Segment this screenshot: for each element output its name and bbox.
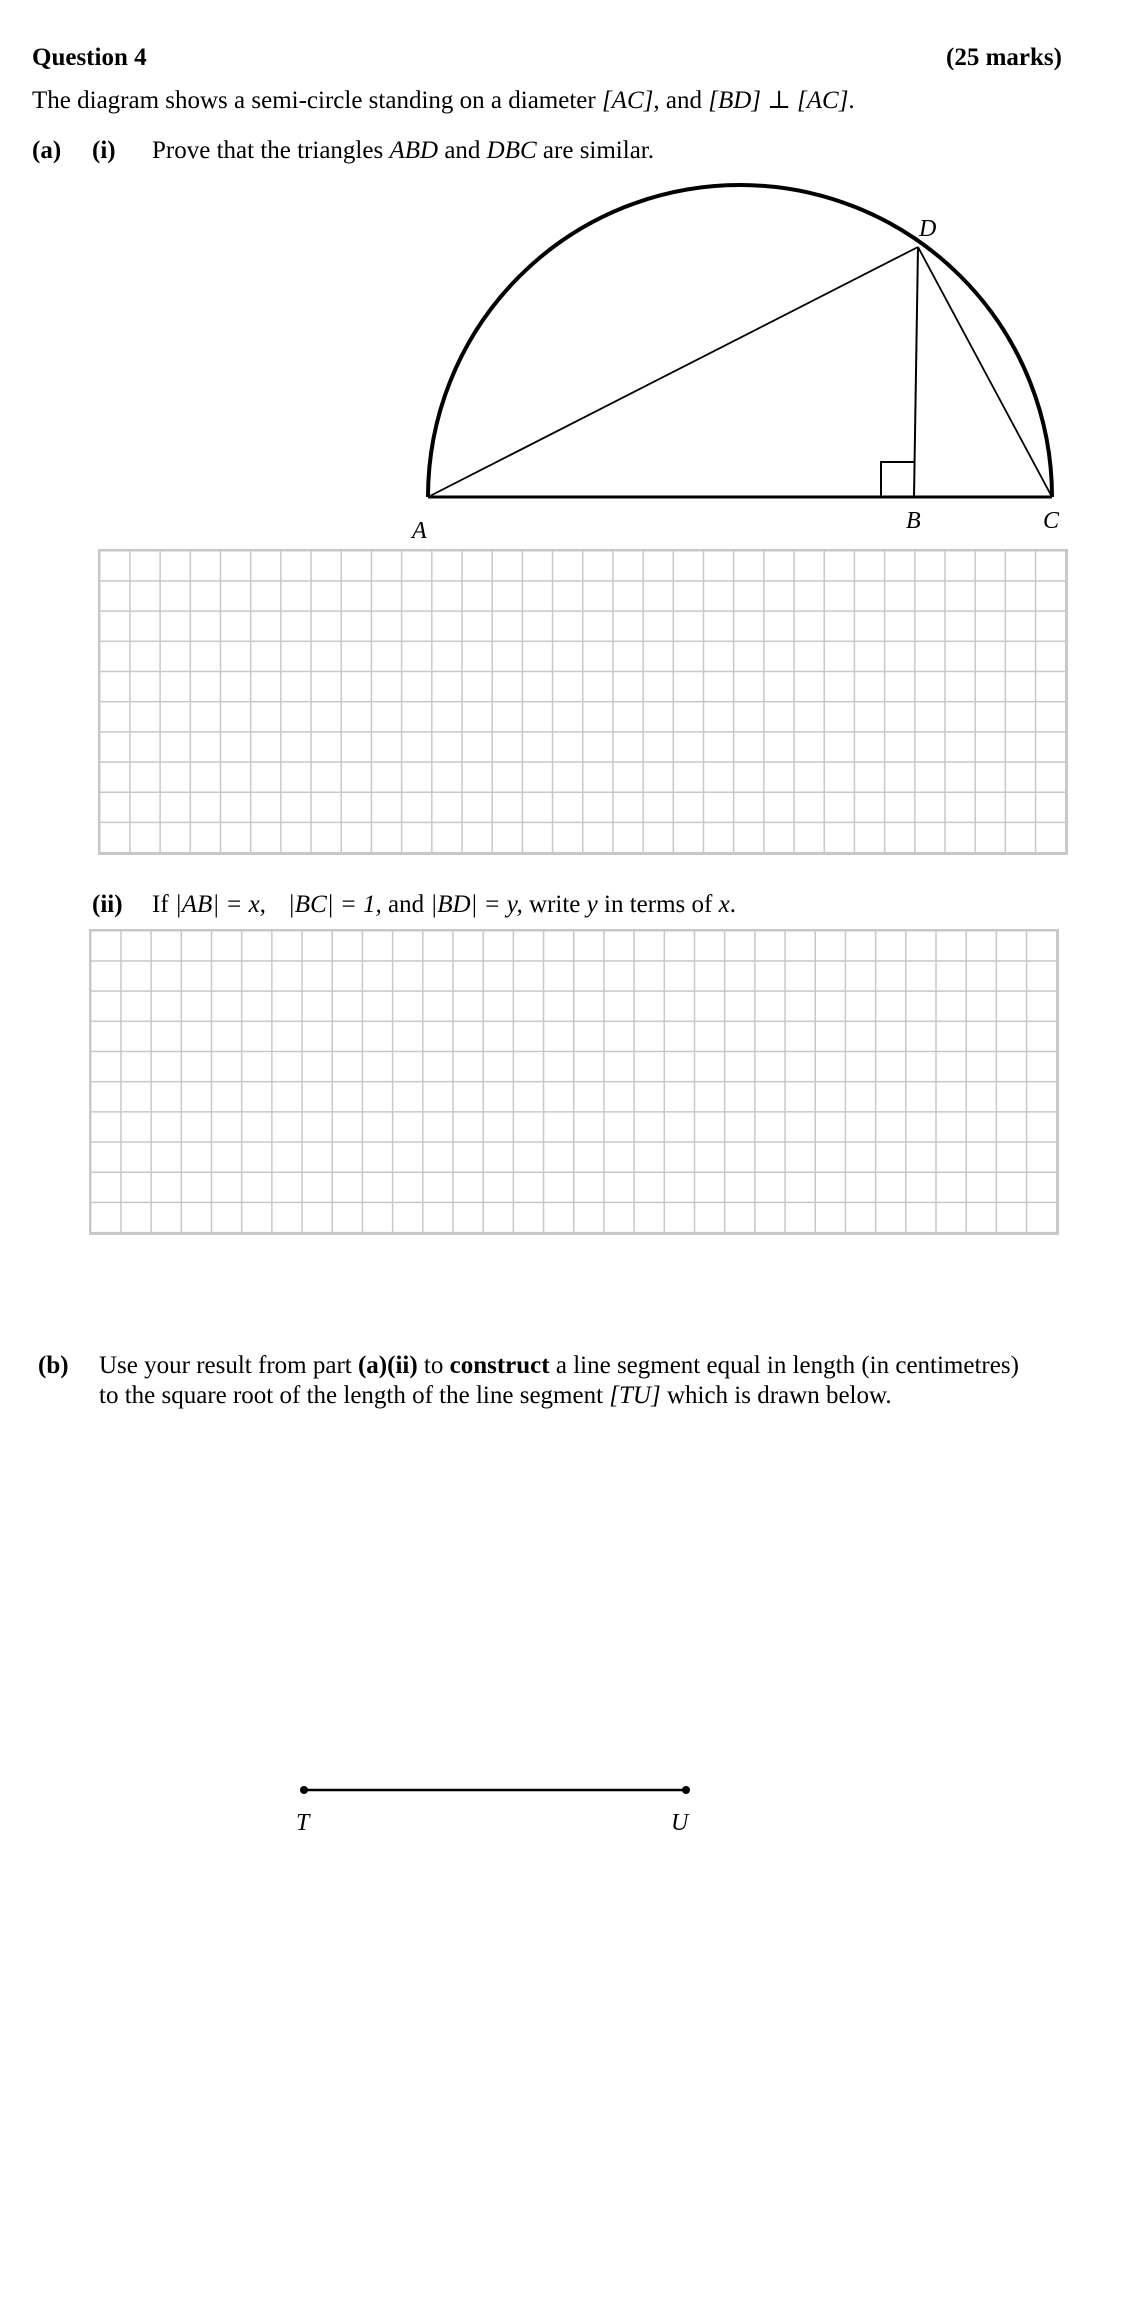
part-a-ii-math-bd: |BD| = y, — [430, 891, 523, 918]
segment-bd — [914, 247, 918, 497]
part-a-ii-math-ab: |AB| = x, — [174, 891, 266, 918]
part-a-ii-math-y: y — [586, 891, 598, 918]
point-u — [682, 1786, 690, 1794]
part-a-ii-math-x: x — [718, 891, 730, 918]
point-t — [300, 1786, 308, 1794]
part-a-ii-text-4: in terms of — [597, 891, 719, 918]
part-a-i-label: (i) — [92, 137, 116, 164]
part-a-label: (a) — [32, 137, 62, 164]
part-b-text-4: to the square root of the length of the line segment — [99, 1382, 610, 1409]
part-b-text-2: to — [417, 1352, 450, 1379]
answer-grid-a-i[interactable] — [98, 549, 1068, 855]
part-b-text-3: a line segment equal in length (in centimetres) — [549, 1352, 1019, 1379]
part-a-ii-text-1: If — [152, 891, 175, 918]
label-u: U — [671, 1810, 689, 1836]
part-a-ii-label: (ii) — [92, 891, 123, 918]
intro-text-3: . — [848, 87, 855, 114]
label-t: T — [296, 1810, 310, 1836]
part-b-text-5: which is drawn below. — [660, 1382, 892, 1409]
part-b-construct: construct — [449, 1352, 550, 1379]
part-a-i-math-abd: ABD — [389, 137, 439, 164]
answer-grid-a-ii[interactable] — [89, 929, 1059, 1235]
question-title: Question 4 — [32, 44, 147, 71]
intro-text-1: The diagram shows a semi-circle standing on a diameter — [32, 87, 602, 114]
part-a-ii-text-3: write — [522, 891, 587, 918]
part-a-ii-text-2: and — [381, 891, 431, 918]
part-a-i-text-3: are similar. — [536, 137, 654, 164]
part-b-math-tu: [TU] — [609, 1382, 661, 1409]
part-a-ii-question — [152, 890, 736, 920]
label-d: D — [919, 216, 937, 242]
label-b: B — [906, 508, 921, 534]
intro-math-perp: [BD] ⊥ [AC] — [708, 87, 849, 114]
intro-text-2: , and — [653, 87, 709, 114]
part-a-i-math-dbc: DBC — [486, 137, 537, 164]
marks-label: (25 marks) — [946, 44, 1062, 71]
segment-tu-diagram — [0, 1760, 1132, 1840]
chord-ad — [428, 247, 918, 497]
part-b-text-1: Use your result from part — [99, 1352, 358, 1379]
part-a-ii-text-5: . — [729, 891, 736, 918]
label-a: A — [412, 518, 427, 544]
part-b-ref: (a)(ii) — [357, 1352, 418, 1379]
part-a-i-text-1: Prove that the triangles — [152, 137, 390, 164]
part-b-line-2 — [99, 1381, 892, 1411]
label-c: C — [1043, 508, 1060, 534]
chord-dc — [918, 247, 1052, 497]
part-a-ii-math-bc: |BC| = 1, — [287, 891, 382, 918]
semicircle-diagram — [0, 0, 1132, 560]
part-a-i-text-2: and — [438, 137, 487, 164]
part-b-label: (b) — [38, 1352, 69, 1379]
right-angle-marker — [881, 462, 914, 497]
part-b-line-1 — [99, 1351, 1019, 1381]
intro-math-ac: [AC] — [601, 87, 654, 114]
